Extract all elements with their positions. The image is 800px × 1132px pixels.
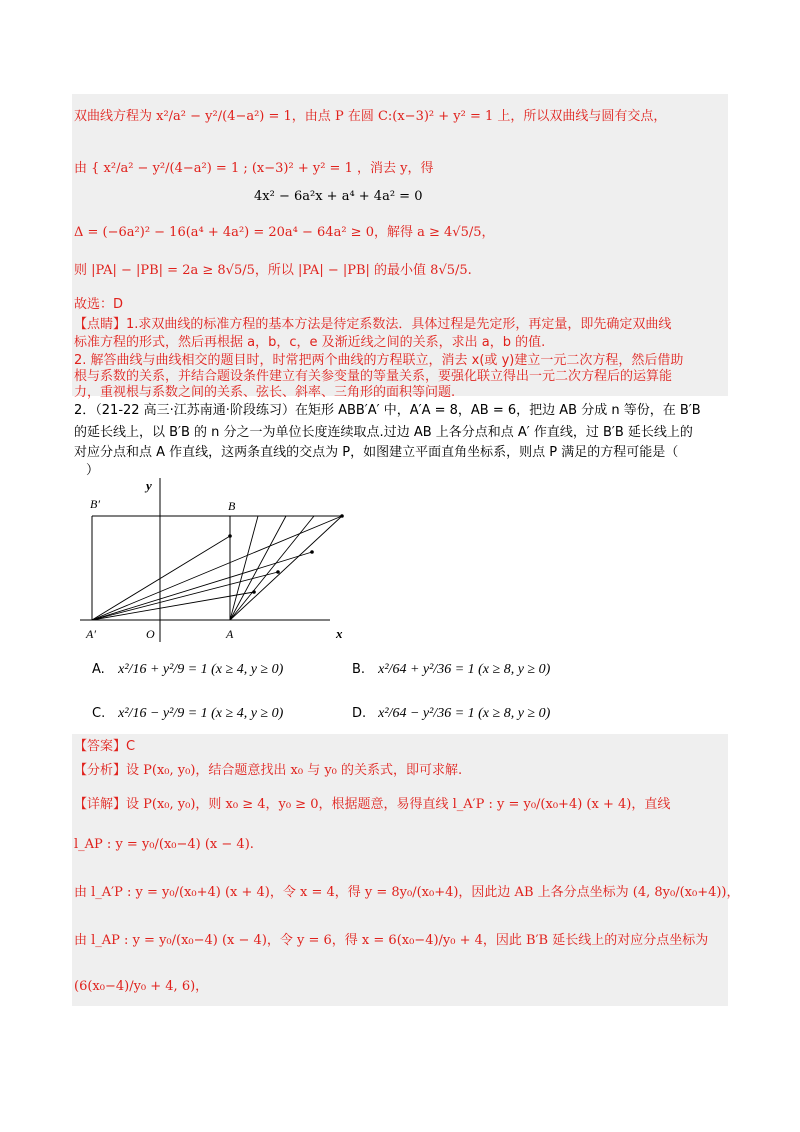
line-a-3: [230, 516, 314, 620]
label-x: x: [336, 626, 343, 641]
option-c-text: x²/16 − y²/9 = 1 (x ≥ 4, y ≥ 0): [118, 706, 284, 721]
comment-line-4: 根与系数的关系，并结合题设条件建立有关参变量的等量关系，要强化联立得出一元二次方程后的运算能: [74, 369, 673, 384]
option-a: [92, 662, 283, 678]
option-d-text: x²/64 − y²/36 = 1 (x ≥ 8, y ≥ 0): [378, 706, 551, 721]
label-b: B: [228, 499, 236, 513]
line-a-4: [230, 516, 342, 620]
question-line-3: 对应分点和点 A 作直线，这两条直线的交点为 P，如图建立平面直角坐标系，则点 P 满足的方程可能是（: [74, 445, 679, 460]
question-line-4: ）: [86, 463, 100, 478]
option-a-text: x²/16 + y²/9 = 1 (x ≥ 4, y ≥ 0): [118, 662, 284, 677]
analysis-line: 【分析】设 P(x₀, y₀)，结合题意找出 x₀ 与 y₀ 的关系式，即可求解.: [74, 763, 463, 778]
solution-line-2b: 4x² − 6a²x + a⁴ + 4a² = 0: [254, 189, 423, 204]
detail-line-5: (6(x₀−4)/y₀ + 4, 6)，: [74, 979, 209, 994]
answer-line: 【答案】C: [74, 739, 136, 754]
option-b-label: B.: [352, 662, 366, 677]
coordinate-figure: [80, 476, 360, 646]
line-ap-5: [92, 536, 230, 620]
option-b: [352, 662, 550, 678]
option-c: [92, 706, 283, 722]
option-a-label: A.: [92, 662, 105, 677]
label-y: y: [146, 478, 152, 493]
option-d-label: D.: [352, 706, 367, 721]
point-p-4: [310, 550, 314, 554]
solution-choice: 故选：D: [74, 297, 124, 312]
solution-line-4: 则 |PA| − |PB| = 2a ≥ 8√5/5，所以 |PA| − |PB| 的最小值 8√5/5.: [74, 263, 472, 278]
option-b-text: x²/64 + y²/36 = 1 (x ≥ 8, y ≥ 0): [378, 662, 551, 677]
label-b-prime: B′: [90, 497, 100, 511]
label-a-prime: A′: [86, 627, 96, 641]
point-p-3: [276, 570, 280, 574]
question-line-1: 2．（21-22 高三·江苏南通·阶段练习）在矩形 ABB′A′ 中，A′A = 8，AB = 6，把边 AB 分成 n 等份，在 B′B: [74, 403, 701, 418]
question-line-2: 的延长线上，以 B′B 的 n 分之一为单位长度连续取点.过边 AB 上各分点和点 A′ 作直线，过 B′B 延长线上的: [74, 425, 693, 440]
label-a: A: [226, 627, 234, 641]
comment-line-5: 力，重视根与系数之间的关系、弦长、斜率、三角形的面积等问题.: [74, 385, 456, 400]
line-ap-1: [92, 516, 342, 620]
option-c-label: C.: [92, 706, 106, 721]
detail-line-1: 【详解】设 P(x₀, y₀)，则 x₀ ≥ 4，y₀ ≥ 0，根据题意，易得直线 l_A′P : y = y₀/(x₀+4) (x + 4)，直线: [74, 797, 671, 812]
detail-line-3: 由 l_A′P : y = y₀/(x₀+4) (x + 4)，令 x = 4，得 y = 8y₀/(x₀+4)，因此边 AB 上各分点坐标为 (4, 8y₀/(x₀+4))，: [74, 885, 740, 900]
comment-line-1: 【点睛】1.求双曲线的标准方程的基本方法是待定系数法．具体过程是先定形，再定量，即先确定双曲线: [74, 317, 672, 332]
line-a-2: [230, 516, 286, 620]
solution-line-1: 双曲线方程为 x²/a² − y²/(4−a²) = 1，由点 P 在圆 C:(x−3)² + y² = 1 上，所以双曲线与圆有交点，: [74, 109, 667, 124]
detail-line-4: 由 l_AP : y = y₀/(x₀−4) (x − 4)，令 y = 6，得 x = 6(x₀−4)/y₀ + 4，因此 B′B 延长线上的对应分点坐标为: [74, 933, 709, 948]
label-o: O: [146, 627, 155, 641]
point-p-5: [340, 514, 344, 518]
line-ap-2: [92, 552, 312, 620]
option-d: [352, 706, 550, 722]
point-p-1: [228, 534, 232, 538]
solution-line-2a: 由 { x²/a² − y²/(4−a²) = 1 ; (x−3)² + y² = 1 ，消去 y，得: [74, 161, 434, 176]
comment-line-2: 标准方程的形式，然后再根据 a，b，c，e 及渐近线之间的关系，求出 a，b 的值.: [74, 335, 546, 350]
point-p-2: [252, 590, 256, 594]
line-a-1: [230, 516, 258, 620]
solution-line-3: Δ = (−6a²)² − 16(a⁴ + 4a²) = 20a⁴ − 64a² ≥ 0，解得 a ≥ 4√5/5，: [74, 225, 495, 240]
detail-line-2: l_AP : y = y₀/(x₀−4) (x − 4).: [74, 837, 254, 852]
comment-line-3: 2. 解答曲线与曲线相交的题目时，时常把两个曲线的方程联立，消去 x(或 y)建立一元二次方程，然后借助: [74, 353, 684, 368]
line-ap-3: [92, 572, 278, 620]
